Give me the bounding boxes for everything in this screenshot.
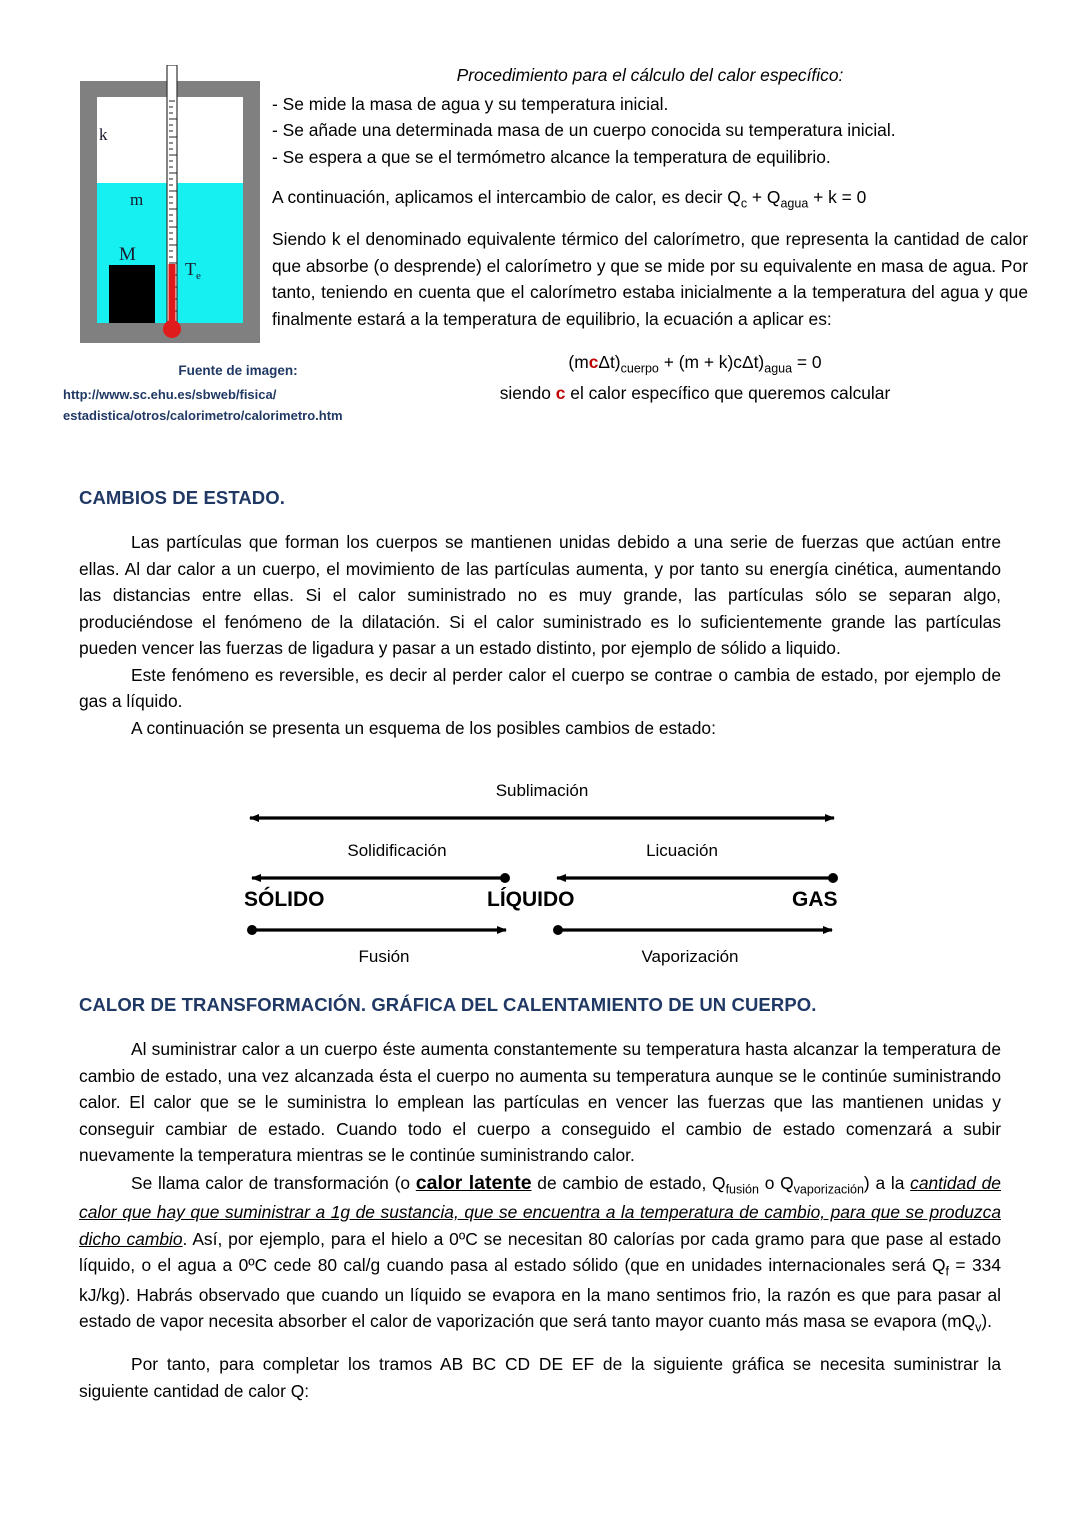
formula-red-c: c (588, 352, 599, 372)
procedure-bullet-2: - Se añade una determinada masa de un cuerpo conocida su temperatura inicial. (272, 120, 896, 141)
state-change-diagram (232, 778, 852, 968)
calor-p2-pre: Se llama calor de transformación (o (131, 1172, 416, 1193)
section-heading-calor-de-transformacion: CALOR DE TRANSFORMACIÓN. GRÁFICA DEL CALENTAMIENTO DE UN CUERPO. (79, 994, 817, 1015)
heat-exchange-equation-line (272, 184, 1028, 214)
state-label-solido: SÓLIDO (244, 888, 325, 911)
label-m: m (130, 190, 144, 209)
cambios-paragraph-1: Las partículas que forman los cuerpos se mantienen unidas debido a una serie de fuerzas que actúan entre ellas. Al dar calor a un cuerpo, el movimiento de las partículas aumenta, y por tanto su energía cinética, aumentando las distancias entre ellas. Si el calor suministrado no es muy grande, las partículas sólo se separan algo, produciéndose el fenómeno de la dilatación. Si el calor suministrado es lo suficientemente grande las partículas pueden vencer las fuerzas de ligadura y pasar a un estado distinto, por ejemplo de sólido a liquido. (79, 532, 1001, 659)
dot-solidificacion-origin (500, 873, 510, 883)
procedure-title: Procedimiento para el cálculo del calor específico: (456, 65, 844, 85)
calor-paragraph-2 (79, 1169, 1001, 1338)
calor-p2-sub-f: f (945, 1264, 950, 1279)
transition-label-solidificacion: Solidificación (347, 841, 447, 860)
calor-p2-mid3: ) a la (863, 1172, 911, 1193)
calor-p2-post2: = 334 kJ/kg). Habrás observado que cuando un líquido se evapora en la mano sentimos frio, la razón es que para pasar al estado de vapor necesita absorber el calor de vaporización que será tanto mayor cuanto más masa se evapora (mQ (79, 1255, 1001, 1332)
transition-label-vaporizacion: Vaporización (641, 947, 739, 966)
calor-paragraph-3: Por tanto, para completar los tramos AB BC CD DE EF de la siguiente gráfica se necesita suministrar la siguiente cantidad de calor Q: (79, 1353, 1001, 1401)
cambios-paragraph-3: A continuación se presenta un esquema de los posibles cambios de estado: (131, 717, 716, 738)
formula-part-3: + (m + k)cΔt) (658, 352, 765, 372)
exchange-mid: + Q (747, 186, 781, 207)
exchange-pre: A continuación, aplicamos el intercambio de calor, es decir Q (272, 186, 741, 207)
exchange-post: + k = 0 (808, 186, 867, 207)
calor-body-text (79, 1036, 1001, 1404)
top-block (0, 0, 1080, 450)
definition-calor-latente: cantidad de calor que hay que suministrar a 1g de sustancia, que se encuentra a la temperatura de cambio, para que se produzca dicho cambio (79, 1172, 1001, 1249)
formula-sub-agua: agua (764, 361, 793, 376)
formula-line2-red-c: c (555, 382, 566, 403)
cambios-body-text (79, 529, 1001, 741)
formula-line2-pre: siendo (499, 382, 556, 403)
formula-line-1 (415, 348, 975, 379)
calor-p2-sub-v: v (975, 1320, 982, 1335)
k-definition-paragraph: Siendo k el denominado equivalente térmico del calorímetro, que representa la cantidad de calor que absorbe (o desprende) el calorímetro y que se mide por su equivalente en masa de agua. Por tanto, teniendo en cuenta que el calorímetro estaba inicialmente a la temperatura del agua y que finalmente estará a la temperatura de equilibrio, la ecuación a aplicar es: (272, 229, 1028, 330)
transition-label-licuacion: Licuación (646, 841, 718, 860)
section-heading-cambios-de-estado: CAMBIOS DE ESTADO. (79, 487, 285, 508)
formula-line-2 (415, 379, 975, 407)
formula-part-4: = 0 (792, 352, 822, 372)
calor-paragraph-1: Al suministrar calor a un cuerpo éste aumenta constantemente su temperatura hasta alcanzar la temperatura de cambio de estado, una vez alcanzada ésta el cuerpo no aumenta su temperatura aunque se le continúe suministrando calor. El calor que se le suministra lo emplean las partículas en vencer las fuerzas que las mantienen unidas y conseguir cambiar de estado. Cuando todo el cuerpo a conseguido el cambio de estado comenzará a subir nuevamente la temperatura mientras se le continúe suministrando calor. (79, 1039, 1001, 1166)
cambios-paragraph-2: Este fenómeno es reversible, es decir al perder calor el cuerpo se contrae o cambia de estado, por ejemplo de gas a líquido. (79, 664, 1001, 712)
calorimeter-figure (75, 65, 265, 355)
formula-part-1: (m (568, 352, 589, 372)
transition-label-fusion: Fusión (358, 947, 410, 966)
label-M: M (119, 244, 136, 265)
caption-url (63, 384, 413, 426)
formula-sub-cuerpo: cuerpo (620, 361, 659, 376)
label-k: k (99, 125, 108, 144)
calor-p2-post1: . Así, por ejemplo, para el hielo a 0ºC se necesitan 80 calorías por cada gramo para que pase al estado líquido, o el agua a 0ºC cede 80 cal/g cuando pasa al estado sólido (que en unidades internacionales será Q (79, 1228, 1001, 1276)
dot-licuacion-origin (828, 873, 838, 883)
figure-source-caption (63, 360, 413, 426)
caption-url-line2: estadistica/otros/calorimetro/calorimetro.htm (63, 407, 343, 423)
calor-p2-sub-fusion: fusión (725, 1182, 759, 1197)
calor-p2-sub-vaporizacion: vaporización (793, 1182, 864, 1197)
state-label-liquido: LÍQUIDO (487, 888, 575, 911)
calor-p2-mid2: o Q (758, 1172, 794, 1193)
calor-p2-post3: ). (981, 1311, 992, 1332)
specific-heat-formula-block (415, 348, 975, 407)
caption-url-line1: http://www.sc.ehu.es/sbweb/fisica/ (63, 386, 277, 402)
formula-line2-post: el calor específico que queremos calcular (565, 382, 891, 403)
term-calor-latente: calor latente (415, 1171, 532, 1194)
caption-title: Fuente de imagen: (178, 363, 298, 378)
label-Te: $T_e$ (185, 259, 201, 282)
state-label-gas: GAS (792, 888, 838, 911)
exchange-sub-agua: agua (780, 195, 809, 210)
intro-text-block (272, 62, 1028, 333)
calor-p2-mid: de cambio de estado, Q (531, 1172, 726, 1193)
exchange-sub-c: c (740, 195, 748, 210)
formula-part-2: Δt) (598, 352, 621, 372)
procedure-bullet-1: - Se mide la masa de agua y su temperatura inicial. (272, 93, 669, 114)
transition-label-sublimacion: Sublimación (495, 781, 589, 800)
procedure-bullet-3: - Se espera a que se el termómetro alcance la temperatura de equilibrio. (272, 146, 831, 167)
